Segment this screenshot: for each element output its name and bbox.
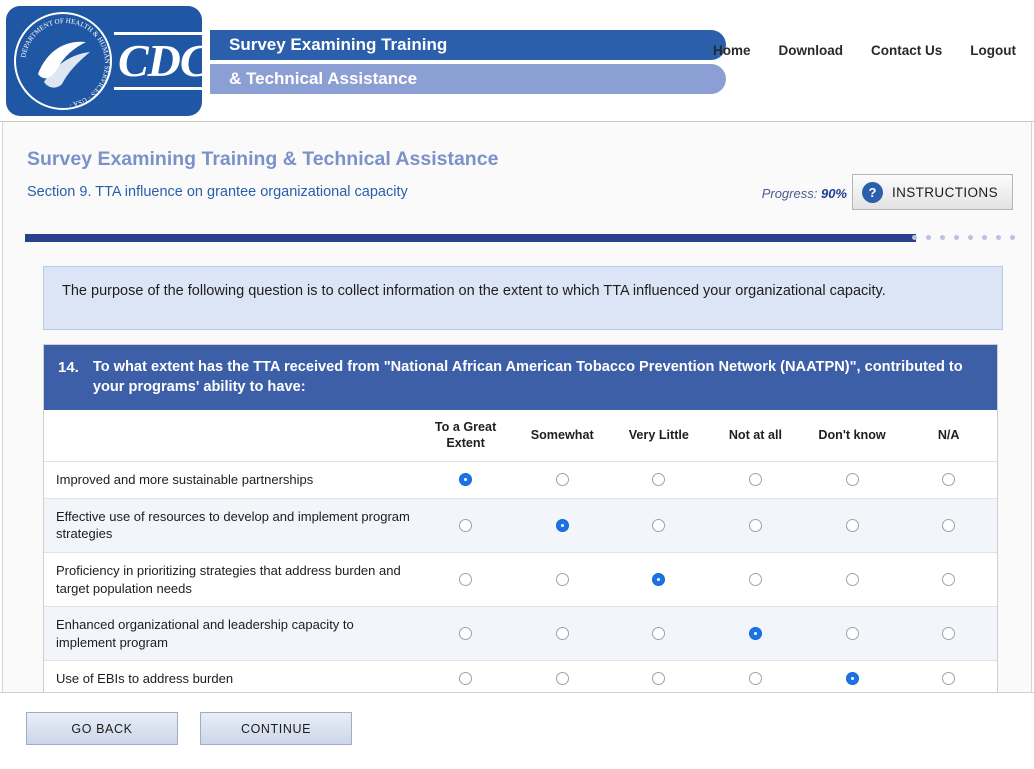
matrix-option-cell[interactable] — [900, 498, 997, 552]
nav-item-logout[interactable]: Logout — [970, 43, 1016, 58]
radio-button[interactable] — [652, 473, 665, 486]
matrix-col-header-0: To a Great Extent — [434, 419, 497, 450]
page-title: Survey Examining Training & Technical Assistance — [27, 148, 499, 170]
radio-button[interactable] — [846, 473, 859, 486]
matrix-col-header-2: Very Little — [628, 427, 689, 442]
radio-button[interactable] — [459, 519, 472, 532]
progress-bar — [25, 234, 1015, 242]
radio-button[interactable] — [556, 573, 569, 586]
matrix-option-cell[interactable] — [804, 607, 901, 661]
matrix-option-cell[interactable] — [611, 462, 708, 499]
section-title: Section 9. TTA influence on grantee organizational capacity — [27, 184, 408, 200]
matrix-option-cell[interactable] — [804, 552, 901, 606]
matrix-option-cell[interactable] — [417, 607, 514, 661]
radio-button[interactable] — [652, 519, 665, 532]
matrix-option-cell[interactable] — [514, 462, 611, 499]
cdc-logo — [6, 6, 210, 116]
matrix-option-cell[interactable] — [900, 607, 997, 661]
radio-button[interactable] — [942, 519, 955, 532]
nav-item-download[interactable]: Download — [778, 43, 843, 58]
matrix-corner-cell — [44, 410, 417, 462]
continue-button[interactable]: CONTINUE — [200, 712, 352, 745]
matrix-option-cell[interactable] — [804, 498, 901, 552]
radio-button[interactable] — [749, 672, 762, 685]
matrix-row — [44, 462, 997, 499]
radio-button[interactable] — [459, 672, 472, 685]
radio-button[interactable] — [652, 627, 665, 640]
matrix-option-cell[interactable] — [417, 462, 514, 499]
radio-button[interactable] — [459, 473, 472, 486]
matrix-row — [44, 498, 997, 552]
radio-button[interactable] — [556, 519, 569, 532]
matrix-option-cell[interactable] — [707, 607, 804, 661]
question-header — [44, 345, 997, 410]
matrix-row-label: Use of EBIs to address burden — [44, 661, 417, 698]
matrix-option-cell[interactable] — [900, 552, 997, 606]
matrix-option-cell[interactable] — [514, 552, 611, 606]
question-number: 14. — [58, 359, 79, 376]
matrix-option-cell[interactable] — [707, 552, 804, 606]
progress-value: 90% — [820, 186, 847, 201]
matrix-col-header-1: Somewhat — [530, 427, 594, 442]
radio-button[interactable] — [942, 573, 955, 586]
radio-button[interactable] — [749, 627, 762, 640]
matrix-row-label: Proficiency in prioritizing strategies that address burden and target population needs — [44, 552, 417, 606]
radio-button[interactable] — [459, 573, 472, 586]
matrix-option-cell[interactable] — [611, 552, 708, 606]
matrix-option-cell[interactable] — [707, 462, 804, 499]
question-mark-icon: ? — [862, 182, 883, 203]
matrix-option-cell[interactable] — [900, 462, 997, 499]
matrix-row — [44, 607, 997, 661]
matrix-option-cell[interactable] — [804, 462, 901, 499]
matrix-option-cell[interactable] — [417, 552, 514, 606]
page-body — [2, 122, 1032, 692]
radio-button[interactable] — [556, 627, 569, 640]
matrix-option-cell[interactable] — [611, 607, 708, 661]
radio-button[interactable] — [749, 519, 762, 532]
radio-button[interactable] — [846, 573, 859, 586]
progress-text — [762, 186, 847, 201]
radio-button[interactable] — [942, 473, 955, 486]
question-text: To what extent has the TTA received from "National African American Tobacco Prevention Network (NAATPN)", contributed to your programs' ability to have: — [92, 359, 963, 396]
cdc-wordmark: CDC — [114, 32, 214, 90]
radio-button[interactable] — [846, 672, 859, 685]
site-header — [0, 0, 1034, 122]
radio-button[interactable] — [749, 573, 762, 586]
matrix-col-header-3: Not at all — [728, 427, 782, 442]
matrix-col-header-5: N/A — [937, 427, 960, 442]
hhs-seal-icon — [14, 12, 112, 110]
header-title-bars — [210, 30, 726, 94]
matrix-option-cell[interactable] — [707, 498, 804, 552]
matrix-col-header-4: Don't know — [818, 427, 886, 442]
matrix-option-cell[interactable] — [417, 498, 514, 552]
go-back-button[interactable]: GO BACK — [26, 712, 178, 745]
radio-button[interactable] — [652, 672, 665, 685]
matrix-option-cell[interactable] — [514, 607, 611, 661]
header-title-line1: Survey Examining Training — [210, 30, 726, 60]
radio-button[interactable] — [749, 473, 762, 486]
matrix-option-cell[interactable] — [611, 498, 708, 552]
radio-button[interactable] — [942, 672, 955, 685]
matrix-row-label: Improved and more sustainable partnerships — [44, 462, 417, 499]
nav-item-contact-us[interactable]: Contact Us — [871, 43, 943, 58]
radio-button[interactable] — [942, 627, 955, 640]
top-navigation — [713, 43, 1016, 58]
matrix-option-cell[interactable] — [514, 498, 611, 552]
radio-button[interactable] — [459, 627, 472, 640]
matrix-row — [44, 552, 997, 606]
question-block — [43, 344, 998, 734]
header-title-line2: & Technical Assistance — [210, 64, 726, 94]
footer-bar — [0, 692, 1034, 769]
radio-button[interactable] — [556, 672, 569, 685]
radio-button[interactable] — [846, 627, 859, 640]
progress-label: Progress: — [761, 186, 818, 201]
nav-item-home[interactable]: Home — [712, 43, 751, 58]
matrix-header-row — [44, 410, 997, 462]
intro-panel: The purpose of the following question is to collect information on the extent to which TTA influenced your organizational capacity. — [43, 266, 1003, 330]
progress-bar-fill — [25, 234, 916, 242]
matrix-row-label: Enhanced organizational and leadership capacity to implement program — [44, 607, 417, 661]
svg-text:DEPARTMENT OF HEALTH & HUMAN S: DEPARTMENT OF HEALTH & HUMAN SERVICES · USA · — [19, 16, 112, 109]
radio-button[interactable] — [846, 519, 859, 532]
instructions-button-label: INSTRUCTIONS — [891, 184, 998, 200]
question-matrix — [44, 410, 997, 733]
radio-button[interactable] — [652, 573, 665, 586]
instructions-button[interactable] — [852, 174, 1013, 210]
progress-bar-dots — [912, 235, 1015, 240]
matrix-row-label: Effective use of resources to develop and implement program strategies — [44, 498, 417, 552]
radio-button[interactable] — [556, 473, 569, 486]
